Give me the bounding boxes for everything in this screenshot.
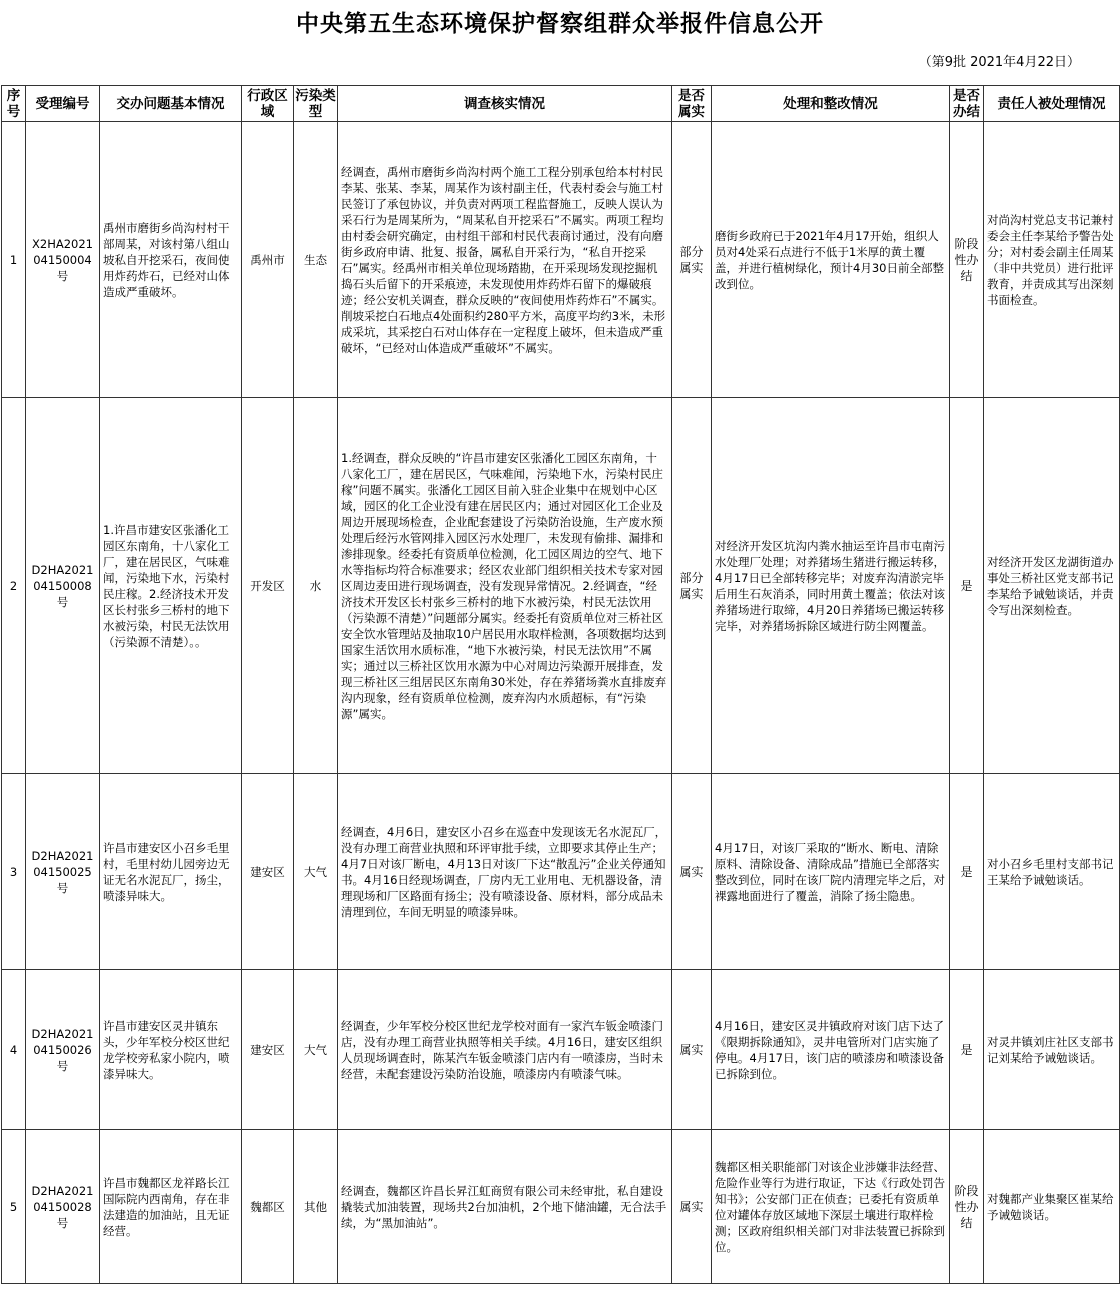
cell-district: 禹州市 <box>242 122 294 398</box>
col-header-completed: 是否办结 <box>950 86 984 122</box>
cell-investigation: 经调查，4月6日，建安区小召乡在巡查中发现该无名水泥瓦厂，没有办理工商营业执照和环评审批手续，立即要求其停止生产；4月7日对该厂断电，4月13日对该厂下达“散乱污”企业关停通知书。4月16日经现场调查，厂房内无工业用电、无机器设备，清理现场和厂区路面有扬尘；没有喷漆设备、原材料，部分成品未清理到位，车间无明显的喷漆异味。 <box>338 774 672 970</box>
col-header-issue: 交办问题基本情况 <box>100 86 242 122</box>
cell-issue: 许昌市建安区小召乡毛里村，毛里村幼儿园旁边无证无名水泥瓦厂，扬尘，喷漆异味大。 <box>100 774 242 970</box>
table-row <box>2 122 1120 398</box>
col-header-verified: 是否属实 <box>672 86 712 122</box>
cell-pollution-type: 大气 <box>294 774 338 970</box>
cell-seq: 3 <box>2 774 26 970</box>
cell-handling: 4月16日，建安区灵井镇政府对该门店下达了《限期拆除通知》，灵井电管所对门店实施了停电。4月17日，该门店的喷漆房和喷漆设备已拆除到位。 <box>712 970 950 1130</box>
cell-investigation: 1.经调查，群众反映的“许昌市建安区张潘化工园区东南角，十八家化工厂，建在居民区，气味难闻，污染地下水，污染村民庄稼”问题不属实。张潘化工园区目前入驻企业集中在规划中心区域，园区的化工企业没有建在居民区内；通过对园区化工企业及周边开展现场检查，企业配套建设了污染防治设施，生产废水预处理后经污水管网排入园区污水处理厂，未发现有偷排、漏排和渗排现象。经委托有资质单位检测，化工园区周边的空气、地下水等指标均符合标准要求；经区农业部门组织相关技术专家对园区周边麦田进行现场调查，没有发现异常情况。2.经调查，“经济技术开发区长村张乡三桥村的地下水被污染，村民无法饮用（污染源不清楚）”问题部分属实。经委托有资质单位对三桥社区安全饮水管理站及抽取10户居民用水取样检测，各项数据均达到国家生活饮用水质标准，“地下水被污染，村民无法饮用”不属实；通过以三桥社区饮用水源为中心对周边污染源开展排查，发现三桥社区三组居民区东南角30米处，存在养猪场粪水直排废弃沟内现象，经有资质单位检测，废弃沟内水质超标，有“污染源”属实。 <box>338 398 672 774</box>
cell-accountability: 对小召乡毛里村支部书记王某给予诫勉谈话。 <box>984 774 1120 970</box>
cell-investigation: 经调查，禹州市磨街乡尚沟村两个施工工程分别承包给本村村民李某、张某、李某，周某作为该村副主任，代表村委会与施工村民签订了承包协议，并负责对两项工程监督施工，反映人误认为采石行为是周某所为，“周某私自开挖采石”不属实。两项工程均由村委会研究确定，由村组干部和村民代表商讨通过，没有向磨街乡政府申请、批复、报备，属私自开采行为，“私自开挖采石”属实。经禹州市相关单位现场踏勘，在开采现场发现挖掘机捣石头后留下的开采痕迹，未发现使用炸药炸石留下的爆破痕迹；经公安机关调查，群众反映的“夜间使用炸药炸石”不属实。削坡采挖白石地点4处面积约280平方米，高度平均约3米，未形成采坑，其采挖白石对山体存在一定程度上破坏，但未造成严重破坏，“已经对山体造成严重破坏”不属实。 <box>338 122 672 398</box>
cell-seq: 2 <box>2 398 26 774</box>
cell-completed: 阶段性办结 <box>950 122 984 398</box>
cell-handling: 对经济开发区坑沟内粪水抽运至许昌市屯南污水处理厂处理；对养猪场生猪进行搬运转移，4月17日已全部转移完毕；对废弃沟清淤完毕后用生石灰消杀，同时用黄土覆盖；依法对该养猪场进行取缔，4月20日养猪场已搬运转移完毕，对养猪场拆除区域进行防尘网覆盖。 <box>712 398 950 774</box>
cell-pollution-type: 大气 <box>294 970 338 1130</box>
cell-handling: 磨街乡政府已于2021年4月17开始，组织人员对4处采石点进行不低于1米厚的黄土覆盖，并进行植树绿化，预计4月30日前全部整改到位。 <box>712 122 950 398</box>
cell-pollution-type: 其他 <box>294 1130 338 1284</box>
batch-date: （第9批 2021年4月22日） <box>918 55 1080 70</box>
cell-id: D2HA202104150028号 <box>26 1130 100 1284</box>
cell-completed: 阶段性办结 <box>950 1130 984 1284</box>
cell-issue: 许昌市魏都区龙祥路长江国际院内西南角，存在非法建造的加油站，且无证经营。 <box>100 1130 242 1284</box>
cell-accountability: 对灵井镇刘庄社区支部书记刘某给予诫勉谈话。 <box>984 970 1120 1130</box>
col-header-accountability: 责任人被处理情况 <box>984 86 1120 122</box>
col-header-id: 受理编号 <box>26 86 100 122</box>
cell-district: 建安区 <box>242 970 294 1130</box>
cell-id: D2HA202104150026号 <box>26 970 100 1130</box>
table-row <box>2 970 1120 1130</box>
cell-issue: 许昌市建安区灵井镇东头，少年军校分校区世纪龙学校旁私家小院内，喷漆异味大。 <box>100 970 242 1130</box>
col-header-handling: 处理和整改情况 <box>712 86 950 122</box>
cell-verified: 属实 <box>672 970 712 1130</box>
cell-verified: 属实 <box>672 774 712 970</box>
cell-investigation: 经调查，少年军校分校区世纪龙学校对面有一家汽车钣金喷漆门店，没有办理工商营业执照等相关手续。4月16日，建安区组织人员现场调查时，陈某汽车钣金喷漆门店内有一喷漆房，当时未经营，未配套建设污染防治设施，喷漆房内有喷漆气味。 <box>338 970 672 1130</box>
cell-pollution-type: 水 <box>294 398 338 774</box>
cell-verified: 部分属实 <box>672 122 712 398</box>
col-header-district: 行政区域 <box>242 86 294 122</box>
cell-completed: 是 <box>950 398 984 774</box>
cell-district: 魏都区 <box>242 1130 294 1284</box>
cell-seq: 4 <box>2 970 26 1130</box>
cell-completed: 是 <box>950 970 984 1130</box>
cell-issue: 禹州市磨街乡尚沟村村干部周某，对该村第八组山坡私自开挖采石，夜间使用炸药炸石，已经对山体造成严重破坏。 <box>100 122 242 398</box>
header-row <box>2 86 1120 122</box>
cell-investigation: 经调查，魏都区许昌长昇江虹商贸有限公司未经审批，私自建设撬装式加油装置，现场共2台加油机，2个地下储油罐，无合法手续，为“黑加油站”。 <box>338 1130 672 1284</box>
report-table <box>1 85 1120 1284</box>
cell-accountability: 对魏都产业集聚区崔某给予诫勉谈话。 <box>984 1130 1120 1284</box>
col-header-pollution-type: 污染类型 <box>295 87 336 120</box>
cell-handling: 魏都区相关职能部门对该企业涉嫌非法经营、危险作业等行为进行取证，下达《行政处罚告知书》；公安部门正在侦查；已委托有资质单位对罐体存放区域地下深层土壤进行取样检测；区政府组织相关部门对非法装置已拆除到位。 <box>712 1130 950 1284</box>
cell-accountability: 对经济开发区龙湖街道办事处三桥社区党支部书记李某给予诫勉谈话，并责令写出深刻检查。 <box>984 398 1120 774</box>
cell-id: D2HA202104150008号 <box>26 398 100 774</box>
cell-completed: 是 <box>950 774 984 970</box>
cell-handling: 4月17日，对该厂采取的“断水、断电、清除原料、清除设备、清除成品”措施已全部落实整改到位，同时在该厂院内清理完毕之后，对裸露地面进行了覆盖，消除了扬尘隐患。 <box>712 774 950 970</box>
cell-seq: 5 <box>2 1130 26 1284</box>
cell-verified: 部分属实 <box>672 398 712 774</box>
cell-id: X2HA202104150004号 <box>26 122 100 398</box>
page-title: 中央第五生态环境保护督察组群众举报件信息公开 <box>296 11 824 37</box>
cell-district: 建安区 <box>242 774 294 970</box>
table-row <box>2 774 1120 970</box>
cell-issue: 1.许昌市建安区张潘化工园区东南角，十八家化工厂，建在居民区，气味难闻，污染地下水，污染村民庄稼。2.经济技术开发区长村张乡三桥村的地下水被污染，村民无法饮用（污染源不清楚）。。 <box>100 398 242 774</box>
col-header-investigation: 调查核实情况 <box>338 86 672 122</box>
cell-verified: 属实 <box>672 1130 712 1284</box>
cell-pollution-type: 生态 <box>294 122 338 398</box>
cell-id: D2HA202104150025号 <box>26 774 100 970</box>
cell-seq: 1 <box>2 122 26 398</box>
col-header-seq: 序号 <box>2 86 26 122</box>
cell-district: 开发区 <box>242 398 294 774</box>
cell-accountability: 对尚沟村党总支书记兼村委会主任李某给予警告处分；对村委会副主任周某（非中共党员）进行批评教育，并责成其写出深刻书面检查。 <box>984 122 1120 398</box>
table-row <box>2 398 1120 774</box>
table-row <box>2 1130 1120 1284</box>
